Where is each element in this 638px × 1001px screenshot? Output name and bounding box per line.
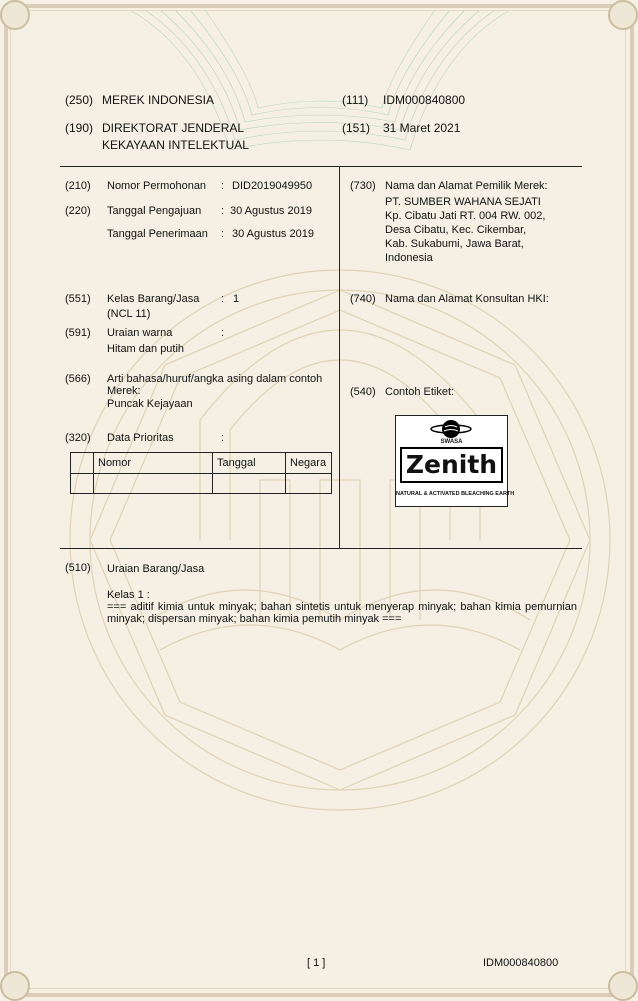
- registration-date: 31 Maret 2021: [383, 121, 461, 135]
- code-551: (551): [65, 293, 91, 305]
- owner-address-line: Kab. Sukabumi, Jawa Barat,: [385, 238, 524, 250]
- color-description-label: Uraian warna: [107, 327, 173, 339]
- priority-table: [70, 452, 332, 494]
- code-250: (250): [65, 93, 94, 107]
- code-510: (510): [65, 562, 91, 574]
- table-header-cell: Nomor: [94, 453, 213, 474]
- class-value: 1: [233, 293, 240, 305]
- corner-ornament: [608, 971, 638, 1001]
- page-number: [ 1 ]: [307, 957, 326, 969]
- code-566: (566): [65, 373, 91, 385]
- table-header-cell: Tanggal: [213, 453, 286, 474]
- consultant-label: Nama dan Alamat Konsultan HKI:: [385, 293, 549, 305]
- owner-name: PT. SUMBER WAHANA SEJATI: [385, 196, 541, 208]
- owner-address-line: Kp. Cibatu Jati RT. 004 RW. 002,: [385, 210, 546, 222]
- goods-class: Kelas 1 :: [107, 589, 150, 601]
- owner-label: Nama dan Alamat Pemilik Merek:: [385, 180, 548, 192]
- goods-description: === aditif kimia untuk minyak; bahan sintetis untuk menyerap minyak; bahan kimia pemurnian minyak; dispersan minyak; bahan kimia pemutih minyak ===: [107, 601, 577, 625]
- translation-label-line1: Arti bahasa/huruf/angka asing dalam contoh: [107, 373, 323, 385]
- colon: :: [221, 228, 225, 240]
- colon: :: [221, 180, 225, 192]
- corner-ornament: [0, 0, 30, 30]
- application-number: DID2019049950: [232, 180, 313, 192]
- priority-label: Data Prioritas: [107, 432, 174, 444]
- trademark-logo: [395, 415, 515, 507]
- corner-ornament: [0, 971, 30, 1001]
- divider-vertical: [339, 166, 340, 548]
- code-540: (540): [350, 386, 376, 398]
- translation-label-line2: Merek:: [107, 385, 141, 397]
- code-730: (730): [350, 180, 376, 192]
- receipt-date: 30 Agustus 2019: [232, 228, 314, 240]
- table-row: [71, 473, 332, 494]
- corner-ornament: [608, 0, 638, 30]
- receipt-date-label: Tanggal Penerimaan: [107, 228, 208, 240]
- border-frame-inner: [10, 10, 626, 989]
- code-220: (220): [65, 205, 91, 217]
- code-320: (320): [65, 432, 91, 444]
- color-description: Hitam dan putih: [107, 343, 185, 355]
- table-header-cell: Negara: [286, 453, 332, 474]
- translation-value: Puncak Kejayaan: [107, 398, 193, 410]
- owner-address-line: Indonesia: [385, 252, 433, 264]
- logo-brand-top: SWASA: [440, 439, 463, 445]
- filing-date-label: Tanggal Pengajuan: [107, 205, 202, 217]
- divider-top: [60, 166, 582, 167]
- logo-tagline: NATURAL & ACTIVATED BLEACHING EARTH: [396, 491, 515, 497]
- colon: :: [221, 432, 225, 444]
- class-ncl: (NCL 11): [107, 308, 151, 320]
- label-sample-label: Contoh Etiket:: [385, 386, 455, 398]
- logo-brand: Zenith: [402, 449, 501, 481]
- table-row: [71, 453, 332, 474]
- code-210: (210): [65, 180, 91, 192]
- mark-type: MEREK INDONESIA: [102, 93, 215, 107]
- registration-number: IDM000840800: [383, 93, 466, 107]
- colon: :: [221, 293, 225, 305]
- code-151: (151): [342, 121, 371, 135]
- goods-label: Uraian Barang/Jasa: [107, 563, 205, 575]
- owner-address-line: Desa Cibatu, Kec. Cikembar,: [385, 224, 527, 236]
- authority-line2: KEKAYAAN INTELEKTUAL: [102, 138, 249, 152]
- code-591: (591): [65, 327, 91, 339]
- filing-date: 30 Agustus 2019: [230, 205, 312, 217]
- divider-bottom: [60, 548, 582, 549]
- application-number-label: Nomor Permohonan: [107, 180, 207, 192]
- code-740: (740): [350, 293, 376, 305]
- colon: :: [221, 327, 225, 339]
- code-111: (111): [342, 93, 369, 107]
- class-label: Kelas Barang/Jasa: [107, 293, 200, 305]
- footer-doc-number: IDM000840800: [483, 957, 559, 969]
- authority-line1: DIREKTORAT JENDERAL: [102, 121, 245, 135]
- colon: :: [221, 205, 225, 217]
- code-190: (190): [65, 121, 94, 135]
